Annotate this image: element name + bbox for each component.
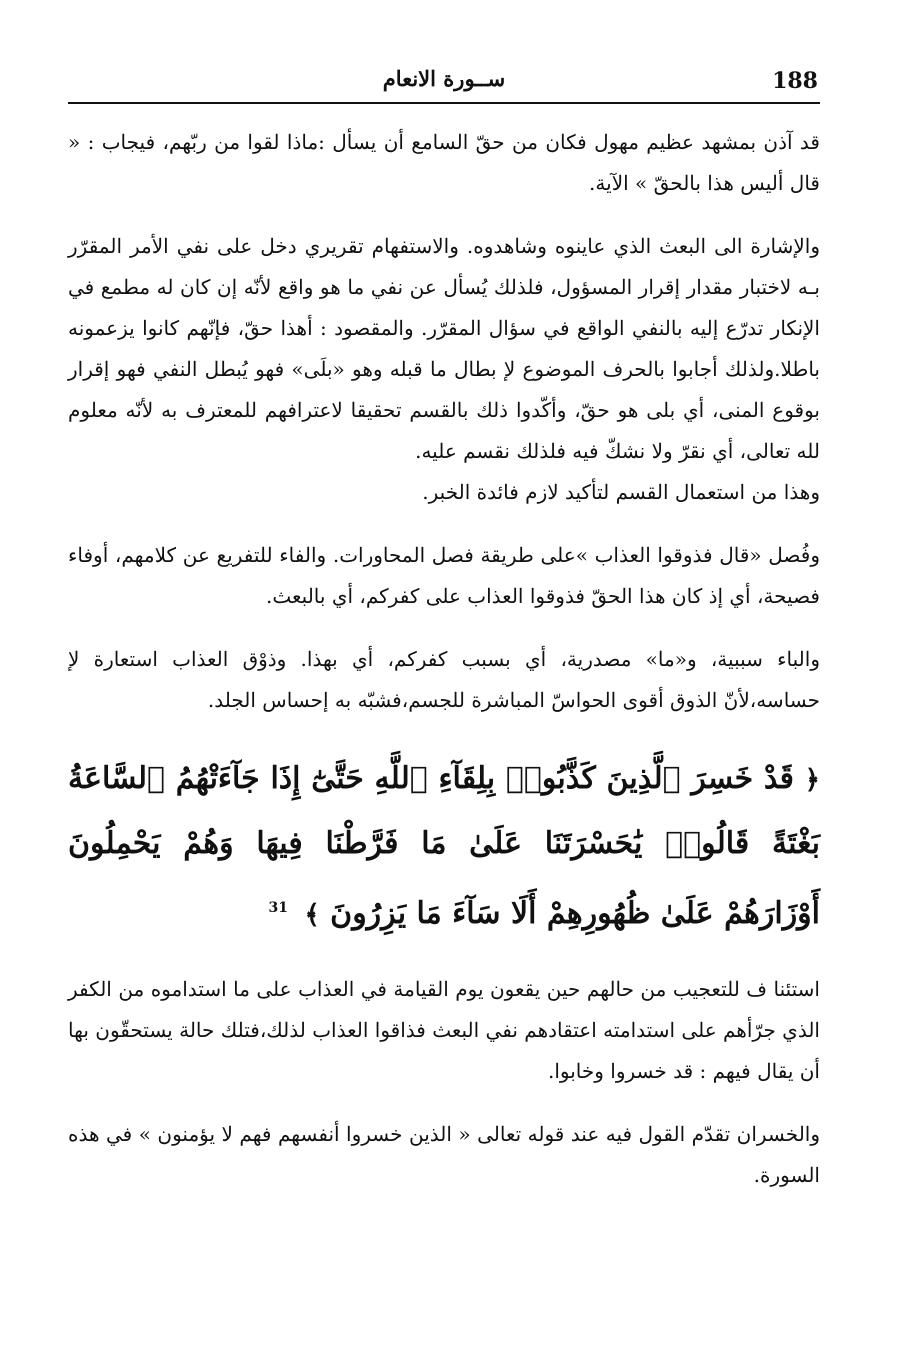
paragraph-4: وفُصل «قال فذوقوا العذاب »على طريقة فصل المحاورات. والفاء للتفريع عن كلامهم، أوفاء فصيحة، أي إذ كان هذا الحقّ فذوقوا العذاب على كفركم، أي بالبعث. xyxy=(68,543,820,608)
page-header xyxy=(68,66,820,104)
verse-number: 31 xyxy=(268,900,289,916)
paragraph-2: والإشارة الى البعث الذي عاينوه وشاهدوه. والاستفهام تقريري دخل على نفي الأمر المقرّر بـه لاختبار مقدار إقرار المسؤول، فلذلك يُسأل عن نفي ما هو واقع لأنّه إن كان له مطمع في الإنكار تدرّع إليه بالنفي الواقع في سؤال المقرّر. والمقصود : أهذا حقّ، فإنّهم كانوا يزعمونه باطلا.ولذلك أجابوا بالحرف الموضوع لإ بطال ما قبله وهو «بلَى» فهو يُبطل النفي فهو إقرار بوقوع المنى، أي بلى هو حقّ، وأكّدوا ذلك بالقسم تحقيقا لاعترافهم للمعترف به لأنّه معلوم لله تعالى، أي نقرّ ولا نشكّ فيه فلذلك نقسم عليه. xyxy=(68,234,820,463)
paragraph-1: قد آذن بمشهد عظيم مهول فكان من حقّ السامع أن يسأل :ماذا لقوا من ربّهم، فيجاب : « قال أليس هذا بالحقّ » الآية. xyxy=(68,130,820,195)
paragraph-3: وهذا من استعمال القسم لتأكيد لازم فائدة الخبر. xyxy=(422,480,820,504)
page-body xyxy=(68,122,820,1196)
paragraph-6: استئنا ف للتعجيب من حالهم حين يقعون يوم القيامة في العذاب على ما استداموه من الكفر الذي جرّأهم على استدامته اعتقادهم نفي البعث فذاقوا العذاب لذلك،فتلك حالة يستحقّون بها أن يقال فيهم : قد خسروا وخابوا. xyxy=(68,977,820,1083)
page-number: 188 xyxy=(772,68,818,94)
paragraph-7: والخسران تقدّم القول فيه عند قوله تعالى « الذين خسروا أنفسهم فهم لا يؤمنون » في هذه السورة. xyxy=(68,1122,820,1187)
verse-close-bracket: ﴾ xyxy=(304,900,320,930)
verse-text: قَدْ خَسِرَ ٱلَّذِينَ كَذَّبُوا۟ بِلِقَآءِ ٱللَّهِ حَتَّىٰٓ إِذَا جَآءَتْهُمُ ٱلسَّاعَةُ بَغْتَةً قَالُوا۟ يَٰحَسْرَتَنَا عَلَىٰ مَا فَرَّطْنَا فِيهَا وَهُمْ يَحْمِلُونَ أَوْزَارَهُمْ عَلَىٰ ظُهُورِهِمْ أَلَا سَآءَ مَا يَزِرُونَ xyxy=(68,761,820,931)
verse-open-bracket: ﴿ xyxy=(804,765,820,795)
paragraph-5: والباء سببية، و«ما» مصدرية، أي بسبب كفركم، أي بهذا. وذوْق العذاب استعارة لإ حساسه،لأنّ الذوق أقوى الحواسّ المباشرة للجسم،فشبّه به إحساس الجلد. xyxy=(68,647,820,712)
quran-verse xyxy=(68,747,820,947)
surah-title: ســورة الانعام xyxy=(382,66,506,91)
